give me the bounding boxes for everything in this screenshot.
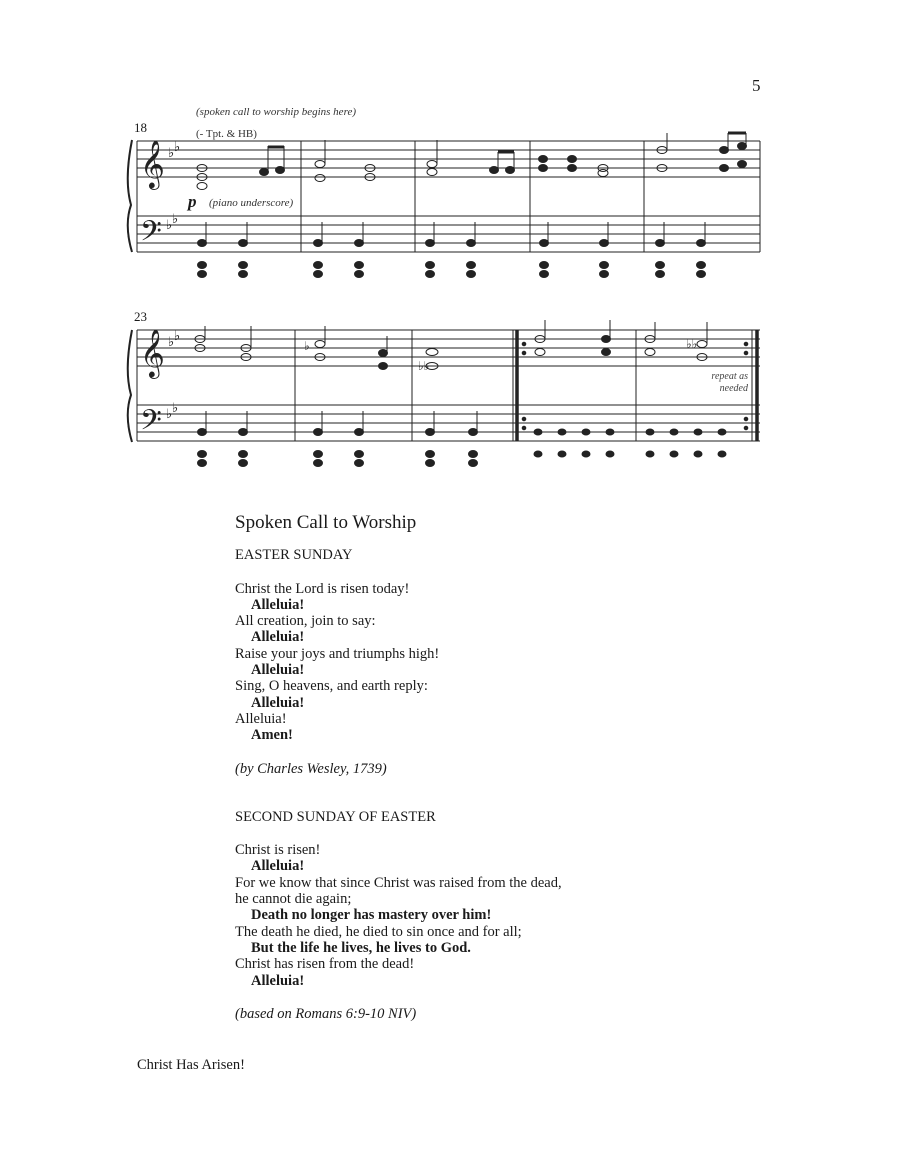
- leader-line: Raise your joys and triumphs high!: [235, 645, 440, 662]
- spoken-direction: (spoken call to worship begins here): [196, 106, 356, 118]
- svg-text:𝄢: 𝄢: [140, 404, 162, 444]
- leader-line: The death he died, he died to sin once and for all;: [235, 923, 522, 940]
- svg-text:♭: ♭: [168, 145, 175, 160]
- response-line: Alleluia!: [251, 972, 305, 989]
- dynamic-marking: p: [188, 192, 197, 211]
- response-line: Death no longer has mastery over him!: [251, 907, 492, 924]
- repeat-line-2: needed: [719, 383, 748, 394]
- response-line: Alleluia!: [251, 858, 305, 875]
- leader-line: Christ is risen!: [235, 842, 321, 859]
- second-sunday-litany: [235, 842, 562, 989]
- response-line: Alleluia!: [251, 629, 305, 646]
- svg-text:♭♭: ♭♭: [418, 359, 430, 373]
- leader-line: he cannot die again;: [235, 891, 352, 908]
- svg-text:♭♭: ♭♭: [686, 337, 698, 351]
- svg-text:♭: ♭: [172, 211, 179, 226]
- music-system-2: [0, 0, 900, 480]
- leader-line: Sing, O heavens, and earth reply:: [235, 678, 428, 695]
- footer-title: Christ Has Arisen!: [137, 1057, 245, 1073]
- leader-line: For we know that since Christ was raised from the dead,: [235, 874, 562, 891]
- repeat-line-1: repeat as: [711, 371, 748, 382]
- call-to-worship: [235, 512, 562, 1022]
- instrument-direction: (- Tpt. & HB): [196, 128, 257, 140]
- svg-text:♭: ♭: [172, 400, 179, 415]
- response-line: Amen!: [251, 727, 293, 744]
- leader-line: Christ has risen from the dead!: [235, 956, 415, 973]
- response-line: Alleluia!: [251, 694, 305, 711]
- easter-credit: (by Charles Wesley, 1739): [235, 760, 387, 777]
- svg-text:♭: ♭: [174, 328, 181, 343]
- leader-line: Alleluia!: [235, 710, 287, 727]
- svg-text:𝄢: 𝄢: [140, 215, 162, 255]
- measure-number-23: 23: [134, 309, 147, 324]
- page-number: 5: [752, 76, 761, 95]
- second-credit: (based on Romans 6:9-10 NIV): [235, 1005, 417, 1022]
- svg-text:𝄞: 𝄞: [140, 328, 165, 377]
- svg-text:♭: ♭: [166, 406, 173, 421]
- response-line: Alleluia!: [251, 596, 305, 613]
- svg-text:𝄞: 𝄞: [140, 139, 165, 188]
- svg-text:♭: ♭: [166, 217, 173, 232]
- measure-number-18: 18: [134, 120, 147, 135]
- response-line: Alleluia!: [251, 662, 305, 679]
- svg-text:♭: ♭: [304, 339, 310, 353]
- section-title: Spoken Call to Worship: [235, 512, 417, 533]
- dynamic-note: (piano underscore): [209, 197, 294, 209]
- svg-text:♭: ♭: [168, 334, 175, 349]
- response-line: But the life he lives, he lives to God.: [251, 939, 471, 956]
- leader-line: All creation, join to say:: [235, 613, 376, 630]
- leader-line: Christ the Lord is risen today!: [235, 580, 410, 597]
- easter-sunday-litany: [235, 581, 562, 744]
- second-sunday-heading: SECOND SUNDAY OF EASTER: [235, 808, 436, 825]
- easter-sunday-heading: EASTER SUNDAY: [235, 547, 353, 564]
- svg-text:♭: ♭: [174, 139, 181, 154]
